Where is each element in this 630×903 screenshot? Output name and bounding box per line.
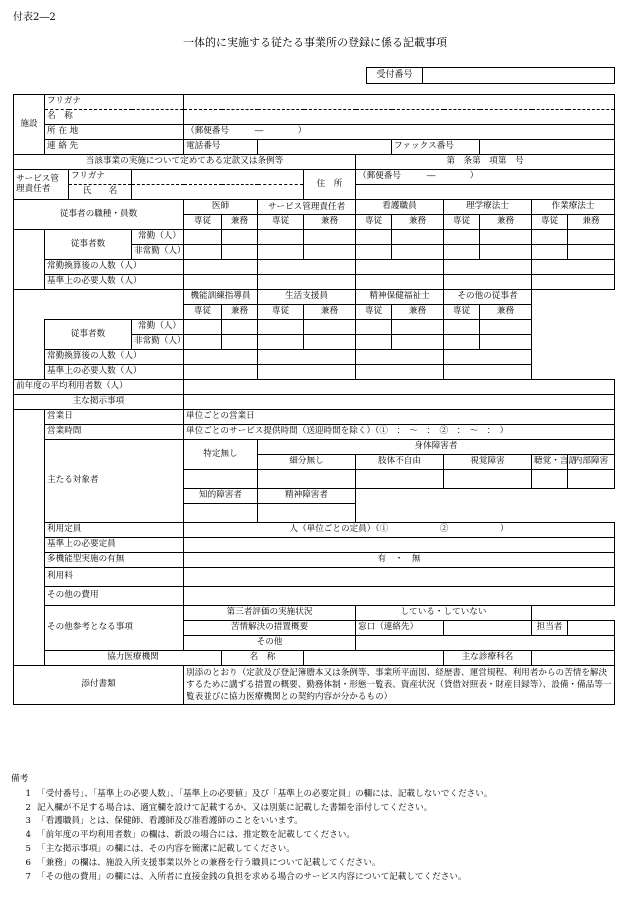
note-item bbox=[11, 843, 619, 857]
staff-cell[interactable] bbox=[392, 320, 444, 335]
fulltime-header: 専従 bbox=[444, 305, 480, 320]
target-checkbox-cell[interactable] bbox=[258, 504, 356, 523]
target-checkbox-cell[interactable] bbox=[356, 470, 444, 489]
coop-label: 協力医療機関 bbox=[45, 651, 222, 666]
staff-cell[interactable] bbox=[184, 260, 258, 275]
fulltime-header: 専従 bbox=[356, 305, 392, 320]
staff-cell[interactable] bbox=[304, 335, 356, 350]
staff-cell[interactable] bbox=[444, 230, 480, 245]
person-label: 担当者 bbox=[532, 621, 568, 636]
multifunction-field[interactable]: 有 ・ 無 bbox=[184, 553, 615, 568]
facility-contact-label: 連 絡 先 bbox=[45, 140, 184, 155]
facility-address-field[interactable]: （郵便番号 ― ） bbox=[184, 125, 615, 140]
staff-cell[interactable] bbox=[356, 260, 444, 275]
concurrent-header: 兼務 bbox=[480, 305, 532, 320]
window-label: 窓口（連絡先） bbox=[356, 621, 444, 636]
coop-dept-label: 主な診療科名 bbox=[444, 651, 532, 666]
staff-cell[interactable] bbox=[444, 245, 480, 260]
staff-cell[interactable] bbox=[184, 335, 222, 350]
staff-cell[interactable] bbox=[222, 320, 258, 335]
spacer bbox=[14, 230, 45, 260]
regulation-label: 当該事業の実施について定めてある定款又は条例等 bbox=[14, 155, 356, 170]
concurrent-header: 兼務 bbox=[568, 215, 615, 230]
phone-label: 電話番号 bbox=[184, 140, 258, 155]
fax-label: ファックス番号 bbox=[392, 140, 480, 155]
note-text: 「兼務」の欄は、施設入所支援事業以外との兼務を行う職員について記載してください。 bbox=[37, 857, 381, 868]
main-items-label: 主な掲示事項 bbox=[14, 395, 184, 410]
staff-cell[interactable] bbox=[392, 230, 444, 245]
staff-cell[interactable] bbox=[222, 245, 258, 260]
mental-label: 精神障害者 bbox=[258, 489, 356, 504]
other-fee-field[interactable] bbox=[184, 587, 615, 606]
manager-furigana-field[interactable] bbox=[132, 170, 304, 185]
coop-dept-field[interactable] bbox=[532, 651, 615, 666]
staff-cell[interactable] bbox=[258, 365, 356, 380]
physical-type-label: 視覚障害 bbox=[444, 455, 532, 470]
avg-users-field[interactable] bbox=[184, 380, 615, 395]
staff-cell[interactable] bbox=[184, 230, 222, 245]
note-number: 3 bbox=[25, 816, 31, 827]
staff-cell[interactable] bbox=[444, 260, 532, 275]
note-item bbox=[11, 815, 619, 829]
notes-list bbox=[11, 788, 619, 885]
business-days-field[interactable]: 単位ごとの営業日 bbox=[184, 410, 615, 425]
coop-name-label: 名 称 bbox=[222, 651, 304, 666]
avg-users-label: 前年度の平均利用者数（人） bbox=[14, 380, 184, 395]
person-field[interactable] bbox=[568, 621, 615, 636]
third-party-label: 第三者評価の実施状況 bbox=[184, 606, 356, 621]
staff-cell[interactable] bbox=[222, 230, 258, 245]
target-checkbox-cell[interactable] bbox=[258, 470, 356, 489]
other-ref-label: その他参考となる事項 bbox=[45, 606, 184, 651]
staff-cell[interactable] bbox=[480, 230, 532, 245]
main-items-field[interactable] bbox=[184, 395, 615, 410]
role-header: 生活支援員 bbox=[258, 290, 356, 305]
spacer bbox=[14, 260, 45, 275]
staff-count-label: 従事者数 bbox=[45, 230, 132, 260]
nonregular-label: 非常勤（人） bbox=[132, 245, 184, 260]
staff-cell[interactable] bbox=[444, 365, 532, 380]
staff-cell[interactable] bbox=[258, 230, 304, 245]
note-number: 1 bbox=[25, 788, 31, 799]
concurrent-header: 兼務 bbox=[222, 215, 258, 230]
staff-cell[interactable] bbox=[356, 275, 444, 290]
facility-furigana-field[interactable] bbox=[184, 95, 615, 110]
note-text: 「受付番号」、「基準上の必要人数」、「基準上の必要値」及び「基準上の必要定員」の欄には、記載しないでください。 bbox=[37, 788, 493, 799]
staff-cell[interactable] bbox=[258, 320, 304, 335]
role-header: サービス管理責任者 bbox=[258, 200, 356, 215]
staff-cell[interactable] bbox=[444, 335, 480, 350]
facility-name-field[interactable] bbox=[184, 110, 615, 125]
target-checkbox-cell[interactable] bbox=[568, 470, 615, 489]
facility-address-label: 所 在 地 bbox=[45, 125, 184, 140]
attach-label: 添付書類 bbox=[14, 666, 184, 705]
business-days-label: 営業日 bbox=[45, 410, 184, 425]
staff-count-label: 従事者数 bbox=[45, 320, 132, 350]
fee-label: 利用料 bbox=[45, 568, 184, 587]
staff-cell[interactable] bbox=[304, 320, 356, 335]
spacer bbox=[532, 290, 615, 380]
fee-field[interactable] bbox=[184, 568, 615, 587]
note-text: 記入欄が不足する場合は、適宜欄を設けて記載するか、又は別葉に記載した書類を添付してください。 bbox=[37, 802, 433, 813]
converted-label: 常勤換算後の人数（人） bbox=[45, 350, 184, 365]
staff-cell[interactable] bbox=[304, 245, 356, 260]
physical-type-label: 内部障害 bbox=[568, 455, 615, 470]
staff-cell[interactable] bbox=[444, 350, 532, 365]
staff-cell[interactable] bbox=[258, 275, 356, 290]
receipt-number-field[interactable] bbox=[423, 68, 615, 84]
target-checkbox-cell[interactable] bbox=[184, 470, 258, 489]
spacer bbox=[14, 410, 45, 666]
physical-type-label: 細分無し bbox=[258, 455, 356, 470]
fulltime-header: 専従 bbox=[532, 215, 568, 230]
spacer bbox=[14, 275, 45, 290]
note-number: 5 bbox=[25, 843, 31, 854]
required-capacity-field[interactable] bbox=[184, 538, 615, 553]
receipt-number-label: 受付番号 bbox=[367, 68, 423, 84]
fulltime-header: 専従 bbox=[258, 305, 304, 320]
staff-cell[interactable] bbox=[184, 245, 222, 260]
role-header: 理学療法士 bbox=[444, 200, 532, 215]
required-label: 基準上の必要人数（人） bbox=[45, 275, 184, 290]
role-header: 医師 bbox=[184, 200, 258, 215]
spacer bbox=[14, 350, 45, 365]
capacity-field[interactable]: 人（単位ごとの定員）（① ② ） bbox=[184, 523, 615, 538]
nonregular-label: 非常勤（人） bbox=[132, 335, 184, 350]
concurrent-header: 兼務 bbox=[392, 215, 444, 230]
concurrent-header: 兼務 bbox=[392, 305, 444, 320]
staff-cell[interactable] bbox=[258, 260, 356, 275]
target-checkbox-cell[interactable] bbox=[444, 470, 532, 489]
staff-cell[interactable] bbox=[480, 245, 532, 260]
facility-group-label: 施設 bbox=[14, 95, 45, 155]
role-header: 機能訓練指導員 bbox=[184, 290, 258, 305]
intellectual-label: 知的障害者 bbox=[184, 489, 258, 504]
staff-cell[interactable] bbox=[356, 365, 444, 380]
regulation-field[interactable]: 第 条第 項第 号 bbox=[356, 155, 615, 170]
staff-cell[interactable] bbox=[184, 320, 222, 335]
staff-cell[interactable] bbox=[222, 335, 258, 350]
facility-name-label: 名 称 bbox=[45, 110, 184, 125]
staff-cell[interactable] bbox=[184, 350, 258, 365]
staff-cell[interactable] bbox=[304, 230, 356, 245]
staff-cell[interactable] bbox=[184, 365, 258, 380]
note-text: 「看護職員」とは、保健師、看護師及び准看護師のことをいいます。 bbox=[37, 816, 303, 827]
staff-cell[interactable] bbox=[532, 245, 568, 260]
staff-cell[interactable] bbox=[568, 230, 615, 245]
regular-label: 常勤（人） bbox=[132, 320, 184, 335]
fulltime-header: 専従 bbox=[258, 215, 304, 230]
document-title: 一体的に実施する従たる事業所の登録に係る記載事項 bbox=[183, 36, 447, 49]
note-item bbox=[11, 829, 619, 843]
multifunction-label: 多機能型実施の有無 bbox=[45, 553, 184, 568]
spacer bbox=[14, 320, 45, 350]
other-fee-label: その他の費用 bbox=[45, 587, 184, 606]
concurrent-header: 兼務 bbox=[222, 305, 258, 320]
manager-address-label: 住 所 bbox=[304, 170, 356, 200]
spacer bbox=[14, 365, 45, 380]
manager-label: サービス管理責任者 bbox=[14, 170, 69, 200]
appendix-label: 付表2―2 bbox=[13, 12, 56, 23]
fulltime-header: 専従 bbox=[444, 215, 480, 230]
note-number: 2 bbox=[25, 802, 31, 813]
staff-cell[interactable] bbox=[258, 245, 304, 260]
physical-type-label: 聴覚・言語 bbox=[532, 455, 568, 470]
note-item bbox=[11, 788, 619, 802]
note-item bbox=[11, 802, 619, 816]
coop-name-field[interactable] bbox=[304, 651, 444, 666]
physical-type-label: 肢体不自由 bbox=[356, 455, 444, 470]
fulltime-header: 専従 bbox=[356, 215, 392, 230]
note-number: 6 bbox=[25, 857, 31, 868]
note-item bbox=[11, 871, 619, 885]
role-header: その他の従事者 bbox=[444, 290, 532, 305]
role-header: 看護職員 bbox=[356, 200, 444, 215]
business-hours-label: 営業時間 bbox=[45, 425, 184, 440]
window-field[interactable] bbox=[444, 621, 532, 636]
note-text: 「前年度の平均利用者数」の欄は、新設の場合には、推定数を記載してください。 bbox=[37, 830, 355, 841]
staff-cell[interactable] bbox=[444, 275, 532, 290]
manager-postal-field[interactable]: （郵便番号 ― ） bbox=[356, 170, 615, 185]
other-label: その他 bbox=[184, 636, 356, 651]
manager-address-field[interactable] bbox=[356, 185, 615, 200]
role-header: 作業療法士 bbox=[532, 200, 615, 215]
staff-cell[interactable] bbox=[258, 335, 304, 350]
spacer bbox=[356, 489, 615, 523]
target-checkbox-cell[interactable] bbox=[532, 470, 568, 489]
staff-cell[interactable] bbox=[444, 320, 480, 335]
business-hours-field[interactable]: 単位ごとのサービス提供時間（送迎時間を除く）（① ： ～ ： ② ： ～ ： ） bbox=[184, 425, 615, 440]
notes-title: 備考 bbox=[11, 774, 29, 784]
no-specific-label: 特定無し bbox=[184, 440, 258, 470]
required-capacity-label: 基準上の必要定員 bbox=[45, 538, 184, 553]
manager-furigana-label: フリガナ bbox=[69, 170, 132, 185]
regular-label: 常勤（人） bbox=[132, 230, 184, 245]
staff-cell[interactable] bbox=[184, 275, 258, 290]
note-number: 4 bbox=[25, 830, 31, 841]
role-header: 精神保健福祉士 bbox=[356, 290, 444, 305]
facility-furigana-label: フリガナ bbox=[45, 95, 184, 110]
staff-cell[interactable] bbox=[532, 275, 615, 290]
concurrent-header: 兼務 bbox=[304, 215, 356, 230]
note-number: 7 bbox=[25, 871, 31, 882]
staff-cell[interactable] bbox=[356, 350, 444, 365]
concurrent-header: 兼務 bbox=[480, 215, 532, 230]
staff-cell[interactable] bbox=[356, 230, 392, 245]
note-item bbox=[11, 857, 619, 871]
staff-label: 従事者の職種・員数 bbox=[14, 200, 184, 230]
note-text: 「その他の費用」の欄には、入所者に直接金銭の負担を求める場合のサービス内容について記載してください。 bbox=[37, 871, 467, 882]
complaint-label: 苦情解決の措置概要 bbox=[184, 621, 356, 636]
attach-field: 別添のとおり（定款及び登記簿謄本又は条例等、事業所平面図、経歴書、運営規程、利用者からの苦情を解決するために講ずる措置の概要、勤務体制・形態一覧表、資産状況（貸借対照表・財産目録等）、設備・備品等一覧表並びに協力医療機関との契約内容が分かるもの） bbox=[184, 666, 615, 705]
staff-cell[interactable] bbox=[532, 230, 568, 245]
registration-form bbox=[13, 94, 615, 705]
target-checkbox-cell[interactable] bbox=[184, 504, 258, 523]
staff-cell[interactable] bbox=[480, 335, 532, 350]
spacer bbox=[532, 606, 615, 621]
required-label: 基準上の必要人数（人） bbox=[45, 365, 184, 380]
phone-field[interactable] bbox=[258, 140, 392, 155]
fulltime-header: 専従 bbox=[184, 215, 222, 230]
staff-cell[interactable] bbox=[356, 320, 392, 335]
manager-name-label: 氏 名 bbox=[69, 185, 132, 200]
physical-label: 身体障害者 bbox=[258, 440, 615, 455]
staff-cell[interactable] bbox=[258, 350, 356, 365]
target-label: 主たる対象者 bbox=[45, 440, 184, 523]
staff-cell[interactable] bbox=[392, 245, 444, 260]
fulltime-header: 専従 bbox=[184, 305, 222, 320]
capacity-label: 利用定員 bbox=[45, 523, 184, 538]
receipt-box bbox=[366, 67, 615, 84]
spacer bbox=[14, 290, 184, 320]
converted-label: 常勤換算後の人数（人） bbox=[45, 260, 184, 275]
staff-cell[interactable] bbox=[480, 320, 532, 335]
note-text: 「主な掲示事項」の欄には、その内容を簡潔に記載してください。 bbox=[37, 843, 295, 854]
fax-field[interactable] bbox=[480, 140, 615, 155]
staff-cell[interactable] bbox=[568, 245, 615, 260]
staff-cell[interactable] bbox=[532, 260, 615, 275]
staff-cell[interactable] bbox=[356, 335, 392, 350]
notes-section bbox=[11, 773, 619, 884]
other-field[interactable] bbox=[356, 636, 615, 651]
staff-cell[interactable] bbox=[392, 335, 444, 350]
third-party-field[interactable]: している・していない bbox=[356, 606, 532, 621]
manager-name-field[interactable] bbox=[132, 185, 304, 200]
concurrent-header: 兼務 bbox=[304, 305, 356, 320]
staff-cell[interactable] bbox=[356, 245, 392, 260]
